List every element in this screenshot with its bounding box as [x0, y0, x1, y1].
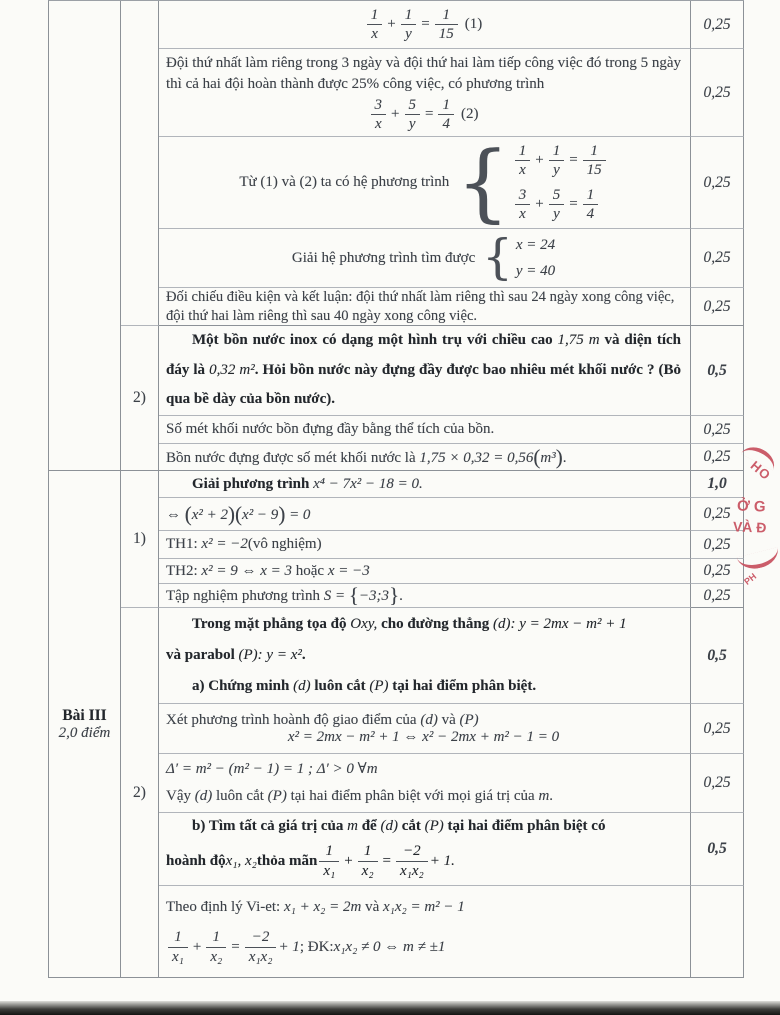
score-cell: 0,25 [691, 49, 744, 137]
equation-system [456, 132, 607, 231]
label-text: Giải hệ phương trình tìm được [291, 249, 476, 266]
score-cell: 0,5 [691, 608, 744, 704]
stamp-arc-bottom [737, 547, 780, 573]
math-value: 1,75 m [557, 332, 600, 349]
problem-line-1: Trong mặt phẳng tọa độ Oxy, cho đường thẳng (d): y = 2mx − m² + 1 [192, 616, 627, 632]
score-cell: 0,25 [691, 559, 744, 584]
solution-system [482, 229, 556, 286]
row18-content [159, 886, 691, 978]
system-line-1: 1 x + $\frac{1}{y}$ = $\frac{1}{15}$ [513, 143, 608, 178]
row11-content [159, 531, 691, 559]
bai3-score: 2,0 điểm [58, 724, 111, 741]
problem-line-3: a) Chứng minh (d) luôn cắt (P) tại hai điểm phân biệt. [192, 678, 537, 694]
open-brace: { [348, 583, 359, 607]
system-brace: { [482, 229, 513, 286]
stamp-text-fragment: PH [742, 571, 759, 587]
bai2-label-cell [49, 1, 121, 471]
fraction: $\frac{-2}{\text{x₁x₂}}$ [396, 843, 428, 878]
bai3-label-cell [49, 471, 121, 978]
row4-content [159, 229, 691, 288]
score-cell: 0,25 [691, 416, 744, 444]
fraction: 1 x [367, 7, 383, 42]
problem-b-line-2: hoành độ x₁, x₂ thỏa mãn 1 x₁ + $\frac{1}{\text{x₂}}$ = $\frac{-2}{\text{x₁x₂}}$ + 1. [166, 843, 455, 879]
problem-statement: Một bồn nước inox có dạng một hình trụ với chiều cao 1,75 m và diện tích đáy là 0,32 m². Hỏi bồn nước này đựng đầy được bao nhiêu mét khối nước ? (Bỏ qua bề dày của bồn nước). [166, 332, 681, 408]
row17-content [159, 813, 691, 886]
score-cell: 0,25 [691, 137, 744, 229]
plus-sign: + [387, 16, 396, 32]
score-cell: 0,5 [691, 326, 744, 416]
bai3-title: Bài III [62, 706, 107, 724]
plus-sign: + [391, 106, 400, 122]
equation-tag: (1) [464, 16, 483, 32]
label-text: Từ (1) và (2) ta có hệ phương trình [239, 174, 450, 190]
equals-sign: = [425, 106, 434, 122]
equals-sign: = [421, 16, 430, 32]
step-line-1: Xét phương trình hoành độ giao điểm của (d) và (P) [166, 711, 479, 728]
row2-content [159, 49, 691, 137]
score-cell: 0,25 [691, 1, 744, 49]
fraction: 1 x₁ [168, 929, 188, 964]
score-cell: 0,25 [691, 531, 744, 559]
row16-content [159, 754, 691, 813]
solution-y: y = 40 [515, 263, 556, 279]
close-paren: ) [555, 444, 563, 469]
fraction: $\frac{1}{15}$ [435, 7, 458, 42]
row15-content [159, 704, 691, 754]
case-1: TH1: x² = −2(vô nghiệm) [166, 536, 322, 552]
equation-tag: (2) [460, 106, 479, 122]
part-label: 2) [133, 389, 146, 406]
row13-content [159, 584, 691, 608]
row5-content [159, 288, 691, 326]
row6-content [159, 326, 691, 416]
conclusion-line: Vậy (d) luôn cắt (P) tại hai điểm phân biệt với mọi giá trị của m. [166, 788, 554, 804]
problem-line-2: và parabol (P): y = x². [166, 647, 306, 663]
fraction: 3 x [371, 97, 387, 132]
viet-line: Theo định lý Vi-et: x₁ + x₂ = 2m và x₁x₂ = m² − 1 [166, 899, 465, 915]
iff-arrow: ⇔ [166, 506, 181, 523]
stamp-text-fragment: VÀ Đ [732, 518, 767, 536]
system-brace: { [456, 132, 510, 231]
step-line-2: x² = 2mx − m² + 1 ⇔ x² − 2mx + m² − 1 = 0 [287, 728, 560, 745]
math-unit: m³ [540, 449, 556, 466]
math-expression: 1,75 × 0,32 = 0,56 [419, 449, 534, 466]
fraction: $\frac{5}{y}$ [405, 97, 421, 132]
math-value: 0,32 m² [209, 361, 255, 378]
solution-x: x = 24 [515, 237, 556, 253]
red-stamp [730, 450, 780, 600]
score-cell: 1,0 [691, 471, 744, 498]
row10-content [159, 498, 691, 531]
score-cell: 0,25 [691, 584, 744, 608]
row9-content [159, 471, 691, 498]
score-cell: 0,5 [691, 813, 744, 886]
score-cell: 0,25 [691, 498, 744, 531]
score-cell [691, 886, 744, 978]
open-paren: ( [533, 444, 541, 469]
math-equation: x⁴ − 7x² − 18 = 0. [313, 475, 423, 492]
score-cell: 0,25 [691, 229, 744, 288]
fraction: 1 x₁ [319, 843, 339, 878]
system-line-2: 3 x + $\frac{5}{y}$ = $\frac{1}{4}$ [513, 187, 608, 222]
stamp-text-fragment: HO [747, 457, 774, 484]
equation-2 [166, 97, 681, 132]
fraction-line: 1 x₁ + $\frac{1}{\text{x₂}}$ = $\frac{-2}{\text{x₁x₂}}$ + 1 ; ĐK: x₁x₂ ≠ 0 ⇔ m ≠ ±1 [166, 924, 681, 970]
fraction: $\frac{1}{y}$ [401, 7, 417, 42]
row1-content [159, 1, 691, 49]
score-cell: 0,25 [691, 288, 744, 326]
row3-content [159, 132, 691, 231]
stamp-text-fragment: Ở G [736, 497, 766, 516]
part-cell-empty [121, 1, 159, 326]
row8-content [159, 444, 691, 471]
step-text: Số mét khối nước bồn đựng đầy bằng thể tích của bồn. [166, 421, 495, 437]
scan-edge-shadow [0, 1001, 780, 1015]
part-label: 1) [133, 530, 146, 547]
row14-content [159, 608, 691, 704]
close-brace: } [389, 583, 400, 607]
solution-set: Tập nghiệm phương trình S = {−3;3}. [166, 583, 403, 607]
part-cell-bai3-1 [121, 471, 159, 608]
step-equation: ⇔ (x² + 2)(x² − 9) = 0 [166, 501, 311, 526]
problem-statement: Giải phương trình x⁴ − 7x² − 18 = 0. [192, 475, 423, 492]
case-2: TH2: x² = 9 ⇔ x = 3 hoặc x = −3 [166, 562, 370, 579]
row7-content [159, 416, 691, 444]
step-text: Bồn nước đựng được số mét khối nước là 1,75 × 0,32 = 0,56(m³). [166, 444, 567, 469]
row12-content [159, 559, 691, 584]
conclusion-text: Đối chiếu điều kiện và kết luận: đội thứ nhất làm riêng thì sau 24 ngày xong công việc, đội thứ hai làm riêng thì sau 40 ngày xong công việc. [166, 289, 675, 324]
part-cell-bai2-2 [121, 326, 159, 471]
part-cell-bai3-2 [121, 608, 159, 978]
fraction: $\frac{1}{4}$ [438, 97, 454, 132]
delta-line: Δ′ = m² − (m² − 1) = 1 ; Δ′ > 0 ∀m [166, 761, 378, 777]
fraction: $\frac{-2}{\text{x₁x₂}}$ [245, 929, 277, 964]
score-cell: 0,25 [691, 754, 744, 813]
statement-text: Đội thứ nhất làm riêng trong 3 ngày và đội thứ hai làm tiếp công việc đó trong 5 ngày thì cả hai đội hoàn thành được 25% công việc, có phương trình [166, 54, 681, 92]
part-label: 2) [133, 783, 146, 801]
problem-b-line-1: b) Tìm tất cả giá trị của m để (d) cắt (P) tại hai điểm phân biệt có [192, 818, 606, 834]
score-cell: 0,25 [691, 704, 744, 754]
answer-key-table [48, 0, 744, 978]
score-cell: 0,25 [691, 444, 744, 471]
fraction: $\frac{1}{\text{x₂}}$ [206, 929, 226, 964]
fraction: $\frac{1}{\text{x₂}}$ [358, 843, 378, 878]
